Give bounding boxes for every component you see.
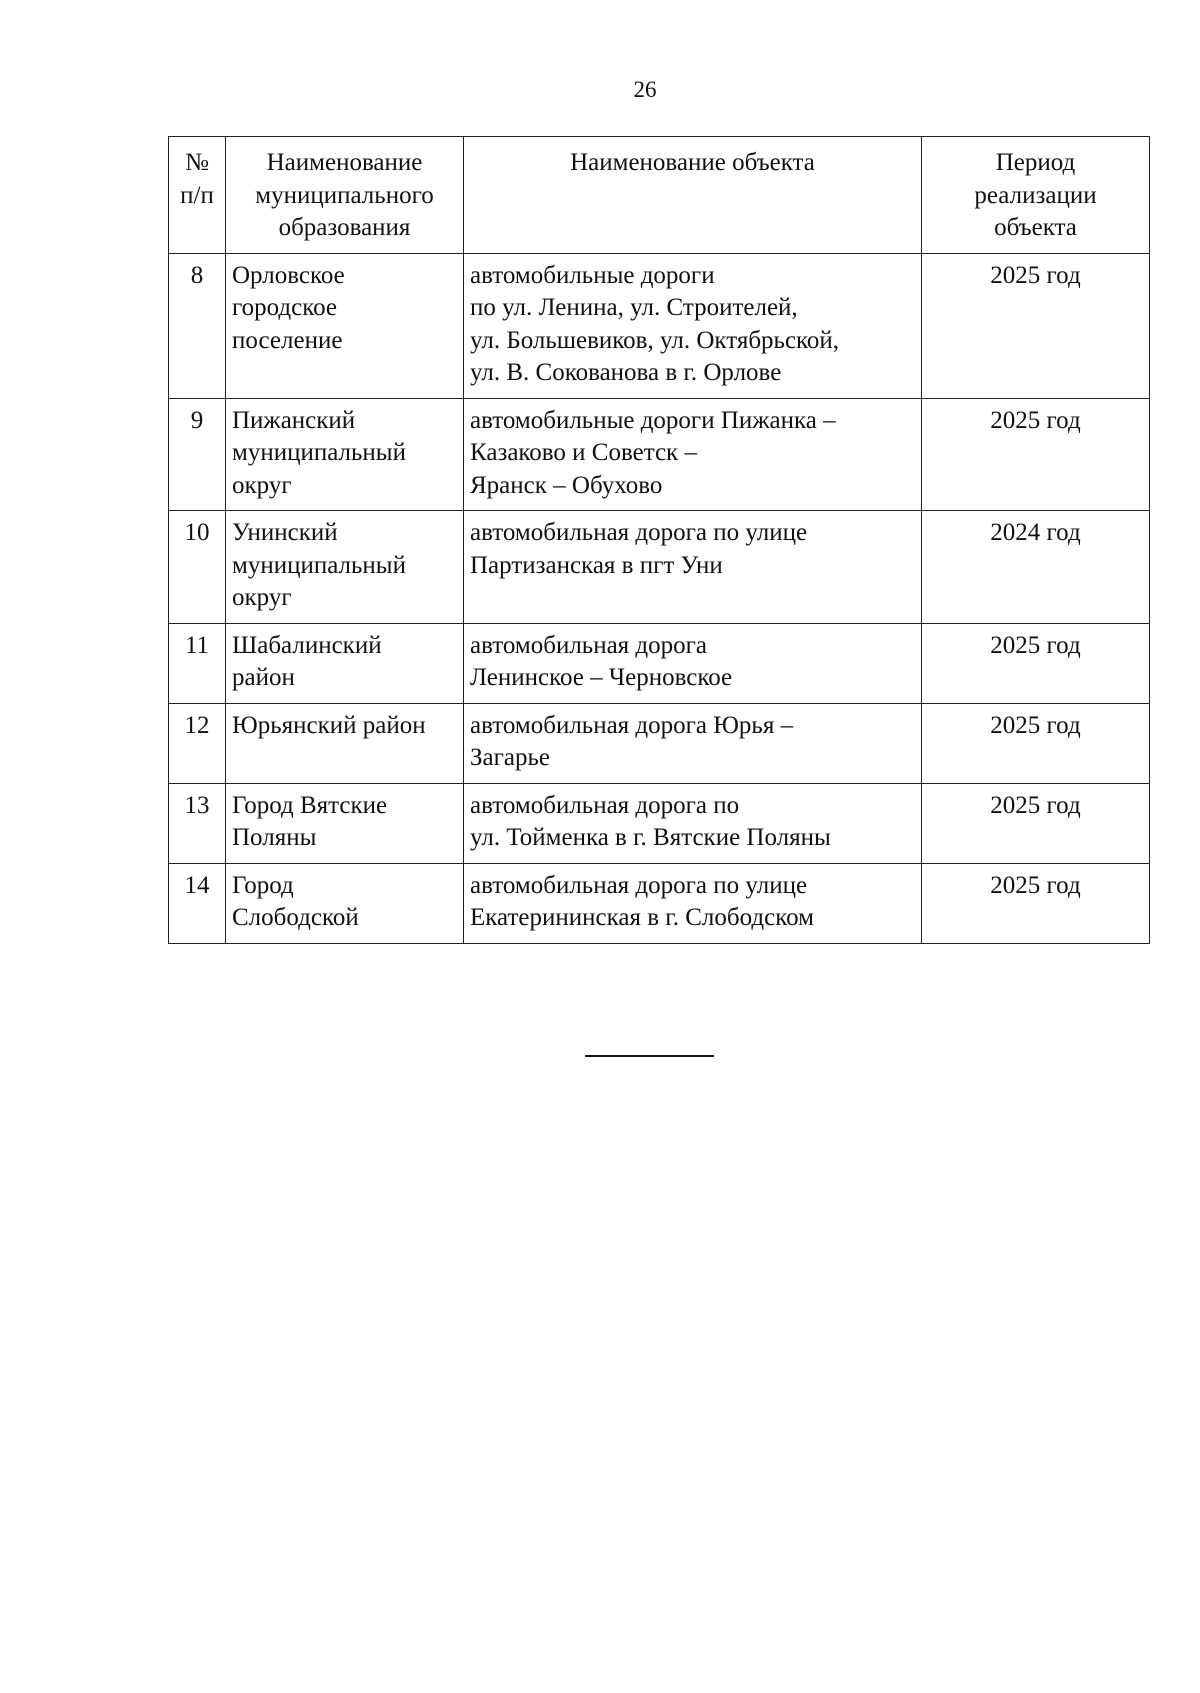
header-municipality: Наименование муниципального образования: [226, 137, 464, 254]
cell-object: автомобильные дороги Пижанка – Казаково и Советск – Яранск – Обухово: [464, 398, 922, 511]
cell-municipality: Город Вятские Поляны: [226, 783, 464, 863]
table-row: [169, 783, 1150, 863]
cell-municipality: Пижанский муниципальный округ: [226, 398, 464, 511]
cell-period: 2025 год: [922, 783, 1150, 863]
cell-object: автомобильная дорога Юрья – Загарье: [464, 703, 922, 783]
table-body: [169, 253, 1150, 943]
cell-period: 2025 год: [922, 398, 1150, 511]
cell-object: автомобильная дорога по улице Партизанская в пгт Уни: [464, 511, 922, 624]
cell-object: автомобильные дороги по ул. Ленина, ул. Строителей, ул. Большевиков, ул. Октябрьской, ул. В. Сокованова в г. Орлове: [464, 253, 922, 398]
cell-municipality: Юрьянский район: [226, 703, 464, 783]
cell-object: автомобильная дорога Ленинское – Черновское: [464, 623, 922, 703]
cell-municipality: Город Слободской: [226, 863, 464, 943]
header-object: Наименование объекта: [464, 137, 922, 254]
cell-period: 2025 год: [922, 863, 1150, 943]
header-num: № п/п: [169, 137, 226, 254]
table-header-row: [169, 137, 1150, 254]
cell-object: автомобильная дорога по ул. Тойменка в г. Вятские Поляны: [464, 783, 922, 863]
cell-num: 8: [169, 253, 226, 398]
cell-municipality: Унинский муниципальный округ: [226, 511, 464, 624]
cell-num: 12: [169, 703, 226, 783]
cell-num: 14: [169, 863, 226, 943]
table-row: [169, 511, 1150, 624]
cell-object: автомобильная дорога по улице Екатерининская в г. Слободском: [464, 863, 922, 943]
table-row: [169, 703, 1150, 783]
table-row: [169, 623, 1150, 703]
table-row: [169, 863, 1150, 943]
cell-period: 2025 год: [922, 623, 1150, 703]
cell-num: 11: [169, 623, 226, 703]
end-divider: [585, 1055, 714, 1057]
cell-num: 13: [169, 783, 226, 863]
cell-period: 2025 год: [922, 703, 1150, 783]
table-row: [169, 398, 1150, 511]
page-number: 26: [633, 77, 657, 102]
cell-municipality: Орловское городское поселение: [226, 253, 464, 398]
cell-period: 2024 год: [922, 511, 1150, 624]
cell-num: 10: [169, 511, 226, 624]
cell-num: 9: [169, 398, 226, 511]
header-period: Период реализации объекта: [922, 137, 1150, 254]
cell-municipality: Шабалинский район: [226, 623, 464, 703]
table-row: [169, 253, 1150, 398]
objects-table: [168, 136, 1150, 944]
cell-period: 2025 год: [922, 253, 1150, 398]
